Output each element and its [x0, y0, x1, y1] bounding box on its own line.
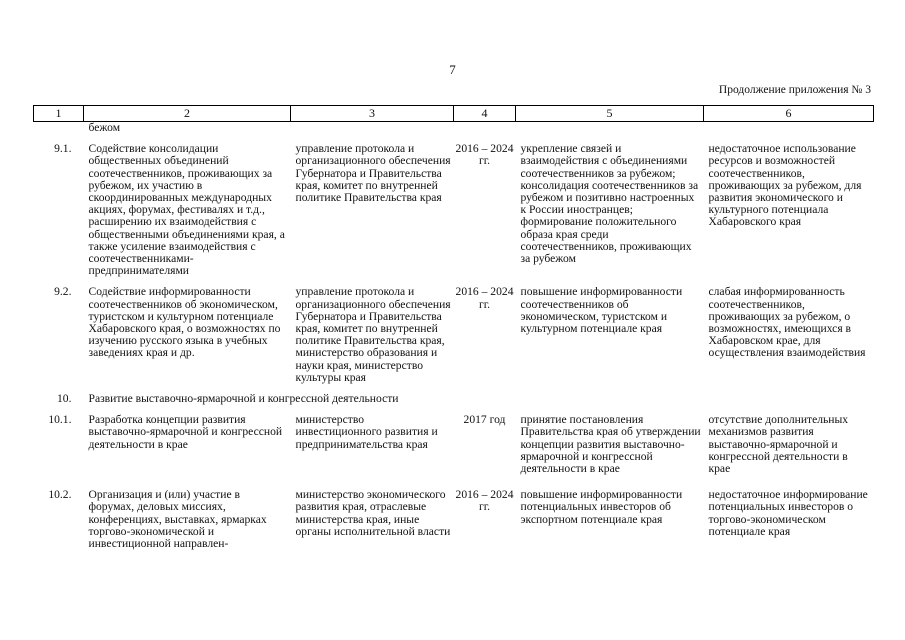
- responsible-executor: управление протокола и организационного обеспечения Губернатора и Правительства края, комитет по внутренней политике Правительства края: [295, 142, 451, 205]
- expected-result: укрепление связей и взаимодействия с объединениями соотечественников за рубежом; консолидация соотечественников за рубежом и позитивно настроенных к России иностранцев; формирование положительного образа края среди соотечественников, проживающих за рубежом: [520, 142, 699, 266]
- row-number: 10.1.: [48, 413, 72, 427]
- measure-description: Содействие информированности соотечественников об экономическом, туристском и культурном потенциале Хабаровского края, о возможностях по изучению русского языка в учебных заведениях края и др.: [88, 285, 281, 360]
- row-number: 10.2.: [48, 488, 72, 502]
- continuation-text: бежом: [88, 121, 121, 134]
- header-col-5: 5: [516, 106, 704, 122]
- header-col-3: 3: [291, 106, 454, 122]
- expected-result: повышение информированности потенциальных инвесторов об экспортном потенциале края: [520, 488, 683, 526]
- header-col-2: 2: [84, 106, 291, 122]
- measure-description: Содействие консолидации общественных объединений соотечественников, проживающих за рубежом, их участию в скоординированных международных акциях, форумах, фестивалях и т.д., расширению их взаимодействия с общественными объединениями края, а также усиление взаимодействия с соотечественниками-предпринимателями: [88, 142, 285, 278]
- table-row: [34, 143, 874, 277]
- page-number: 7: [449, 62, 456, 77]
- row-number: 9.2.: [54, 285, 72, 299]
- measure-description: Организация и (или) участие в форумах, деловых миссиях, конференциях, выставках, ярмарках торгово-экономической и инвестиционной направлен-: [88, 488, 267, 551]
- consequences-of-non-implementation: слабая информированность соотечественников, проживающих за рубежом, о возможностях, имеющихся в Хабаровском крае, для осуществления взаимодействия: [708, 285, 866, 360]
- table-row: [34, 286, 874, 384]
- consequences-of-non-implementation: отсутствие дополнительных механизмов развития выставочно-ярмарочной и конгрессной деятельности в крае: [708, 413, 849, 476]
- continuation-row: [34, 122, 874, 135]
- section-title: Развитие выставочно-ярмарочной и конгрессной деятельности: [88, 392, 399, 406]
- implementation-period: 2017 год: [463, 413, 506, 427]
- appendix-note: Продолжение приложения № 3: [718, 84, 871, 96]
- column-number-header: [34, 106, 874, 122]
- table-row: [34, 489, 874, 550]
- measure-description: Разработка концепции развития выставочно-ярмарочной и конгрессной деятельности в крае: [88, 413, 283, 451]
- consequences-of-non-implementation: недостаточное информирование потенциальных инвесторов о торгово-экономическом потенциале края: [708, 488, 868, 538]
- header-col-1: 1: [34, 106, 84, 122]
- implementation-period: 2016 – 2024 гг.: [455, 285, 514, 311]
- consequences-of-non-implementation: недостаточное использование ресурсов и возможностей соотечественников, проживающих за рубежом, для развития экономического и культурного потенциала Хабаровского края: [708, 142, 862, 229]
- row-number: 9.1.: [54, 142, 72, 156]
- expected-result: повышение информированности соотечественников об экономическом, туристском и культурном потенциале края: [520, 285, 683, 336]
- responsible-executor: управление протокола и организационного обеспечения Губернатора и Правительства края, комитет по внутренней политике Правительства края, министерство образования и науки края, министерство культуры края: [295, 285, 451, 384]
- implementation-period: 2016 – 2024 гг.: [455, 142, 514, 168]
- expected-result: принятие постановления Правительства края об утверждении концепции развития выставочно-ярмарочной и конгрессной деятельности в крае: [520, 413, 701, 476]
- section-header-row: [34, 393, 874, 405]
- responsible-executor: министерство инвестиционного развития и предпринимательства края: [295, 413, 438, 451]
- responsible-executor: министерство экономического развития края, отраслевые министерства края, иные органы исполнительной власти: [295, 488, 451, 538]
- header-col-4: 4: [454, 106, 516, 122]
- section-number: 10.: [57, 392, 72, 406]
- implementation-period: 2016 – 2024 гг.: [455, 488, 514, 514]
- table-row: [34, 414, 874, 475]
- header-col-6: 6: [704, 106, 874, 122]
- measures-table: [33, 105, 874, 550]
